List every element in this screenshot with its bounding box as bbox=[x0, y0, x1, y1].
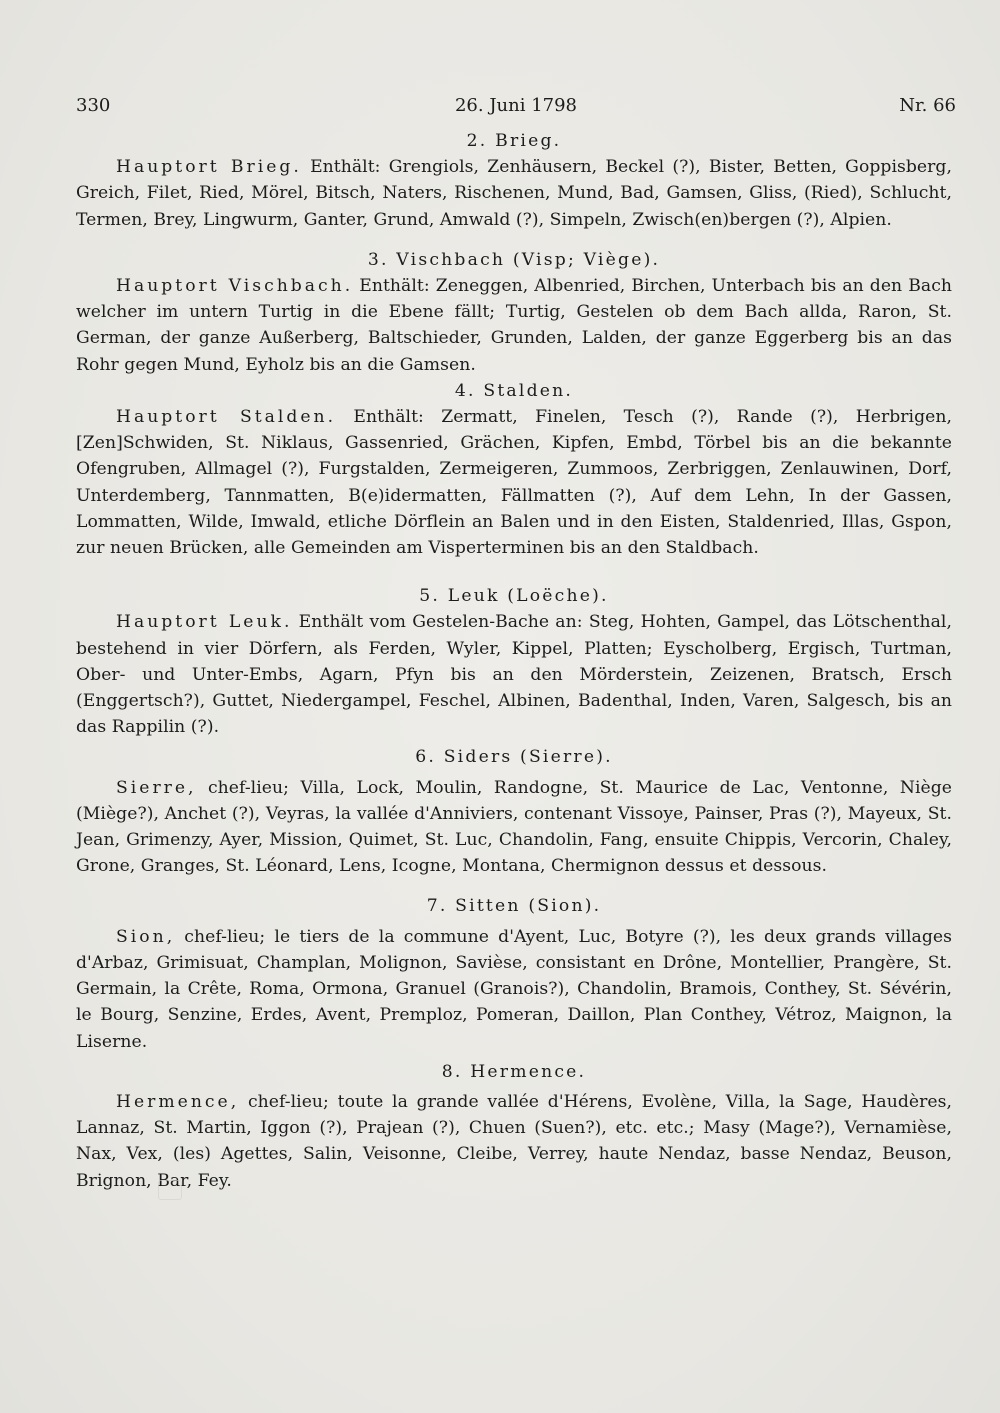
section-paragraph-sitten bbox=[76, 924, 952, 1055]
section-body-siders: chef-lieu; Villa, Lock, Moulin, Randogne, St. Maurice de Lac, Ventonne, Niège (Miège?), Anchet (?), Veyras, la vallée d'Anniviers, contenant Vissoye, Painser, Pras (?), Mayeux, St. Jean, Grimenzy, Ayer, Mission, Quimet, St. Luc, Chandolin, Fang, ensuite Chippis, Vercorin, Chaley, Grone, Granges, St. Léonard, Lens, Icogne, Montana, Chermignon dessus et dessous. bbox=[76, 777, 952, 877]
section-body-leuk: Enthält vom Gestelen-Bache an: Steg, Hohten, Gampel, das Lötschenthal, bestehend in vier Dörfern, als Ferden, Wyler, Kippel, Platten; Eyscholberg, Ergisch, Turtman, Ober- und Unter-Embs, Agarn, Pfyn bis an den Mörderstein, Zeizenen, Bratsch, Ersch (Enggertsch?), Guttet, Niedergampel, Feschel, Albinen, Badenthal, Inden, Varen, Salgesch, bis an das Rappilin (?). bbox=[76, 612, 952, 738]
running-header bbox=[76, 95, 956, 119]
section-heading-brieg: 2. Brieg. bbox=[466, 131, 562, 151]
section-body-hermence: chef-lieu; toute la grande vallée d'Hérens, Evolène, Villa, la Sage, Haudères, Lannaz, St. Martin, Iggon (?), Prajean (?), Chuen (Suen?), etc. etc.; Masy (Mage?), Vernamièse, Nax, Vex, (les) Agettes, Salin, Veisonne, Cleibe, Verrey, haute Nendaz, basse Nendaz, Beuson, Brignon, Bar, Fey. bbox=[76, 1091, 952, 1191]
document-body bbox=[76, 128, 952, 1194]
section-heading-vischbach: 3. Vischbach (Visp; Viège). bbox=[367, 249, 661, 270]
section-lead-siders: Sierre, bbox=[116, 777, 197, 798]
section-heading-siders: 6. Siders (Sierre). bbox=[415, 747, 613, 768]
section-paragraph-hermence bbox=[76, 1089, 952, 1194]
page-number: 330 bbox=[76, 95, 111, 116]
section-paragraph-stalden bbox=[76, 404, 952, 561]
section-paragraph-siders bbox=[76, 775, 952, 880]
faint-stamp-mark bbox=[158, 1180, 182, 1200]
section-lead-stalden: Hauptort Stalden. bbox=[116, 407, 337, 428]
section-body-sitten: chef-lieu; le tiers de la commune d'Ayent, Luc, Botyre (?), les deux grands villages d'Arbaz, Grimisuat, Champlan, Molignon, Savièse, consistant en Drône, Montellier, Prangère, St. Germain, la Crête, Roma, Ormona, Granuel (Granois?), Chandolin, Bramois, Conthey, St. Sévérin, le Bourg, Senzine, Erdes, Avent, Premploz, Pomeran, Daillon, Plan Conthey, Vétroz, Maignon, la Liserne. bbox=[76, 926, 952, 1052]
section-body-stalden: Enthält: Zermatt, Finelen, Tesch (?), Rande (?), Herbrigen, [Zen]Schwiden, St. Niklaus, Gassenried, Grächen, Kipfen, Embd, Törbel bis an die bekannte Ofengruben, Allmagel (?), Furgstalden, Zermeigeren, Zummoos, Zerbriggen, Zenlauwinen, Dorf, Unterdemberg, Tannmatten, B(e)idermatten, Fällmatten (?), Auf dem Lehn, In der Gassen, Lommatten, Wilde, Imwald, etliche Dörflein an Balen und in den Eisten, Staldenried, Illas, Gspon, zur neuen Brücken, alle Gemeinden am Visperterminen bis an den Staldbach. bbox=[76, 407, 952, 559]
section-lead-sitten: Sion, bbox=[116, 926, 176, 947]
section-lead-hermence: Hermence, bbox=[116, 1091, 240, 1112]
section-lead-vischbach: Hauptort Vischbach. bbox=[116, 276, 354, 297]
section-heading-hermence: 8. Hermence. bbox=[441, 1061, 587, 1082]
section-lead-leuk: Hauptort Leuk. bbox=[116, 612, 293, 633]
header-date: 26. Juni 1798 bbox=[454, 95, 578, 116]
section-paragraph-brieg bbox=[76, 154, 952, 233]
section-heading-sitten: 7. Sitten (Sion). bbox=[426, 896, 602, 917]
section-paragraph-leuk bbox=[76, 609, 952, 740]
section-body-vischbach: Enthält: Zeneggen, Albenried, Birchen, Unterbach bis an den Bach welcher im untern Turtig in die Ebene fällt; Turtig, Gestelen ob dem Bach allda, Raron, St. German, der ganze Außerberg, Baltschieder, Grunden, Lalden, der ganze Eggerberg bis an das Rohr gegen Mund, Eyholz bis an die Gamsen. bbox=[76, 276, 952, 375]
section-heading-leuk: 5. Leuk (Loëche). bbox=[419, 586, 609, 607]
section-body-brieg: Enthält: Grengiols, Zenhäusern, Beckel (?), Bister, Betten, Goppisberg, Greich, Filet, Ried, Mörel, Bitsch, Naters, Rischenen, Mund, Bad, Gamsen, Gliss, (Ried), Schlucht, Termen, Brey, Lingwurm, Ganter, Grund, Amwald (?), Simpeln, Zwisch(en)bergen (?), Alpien. bbox=[76, 157, 952, 230]
section-paragraph-vischbach bbox=[76, 273, 952, 378]
document-number: Nr. 66 bbox=[899, 95, 956, 116]
section-heading-stalden: 4. Stalden. bbox=[454, 380, 574, 401]
section-lead-brieg: Hauptort Brieg. bbox=[116, 157, 302, 178]
